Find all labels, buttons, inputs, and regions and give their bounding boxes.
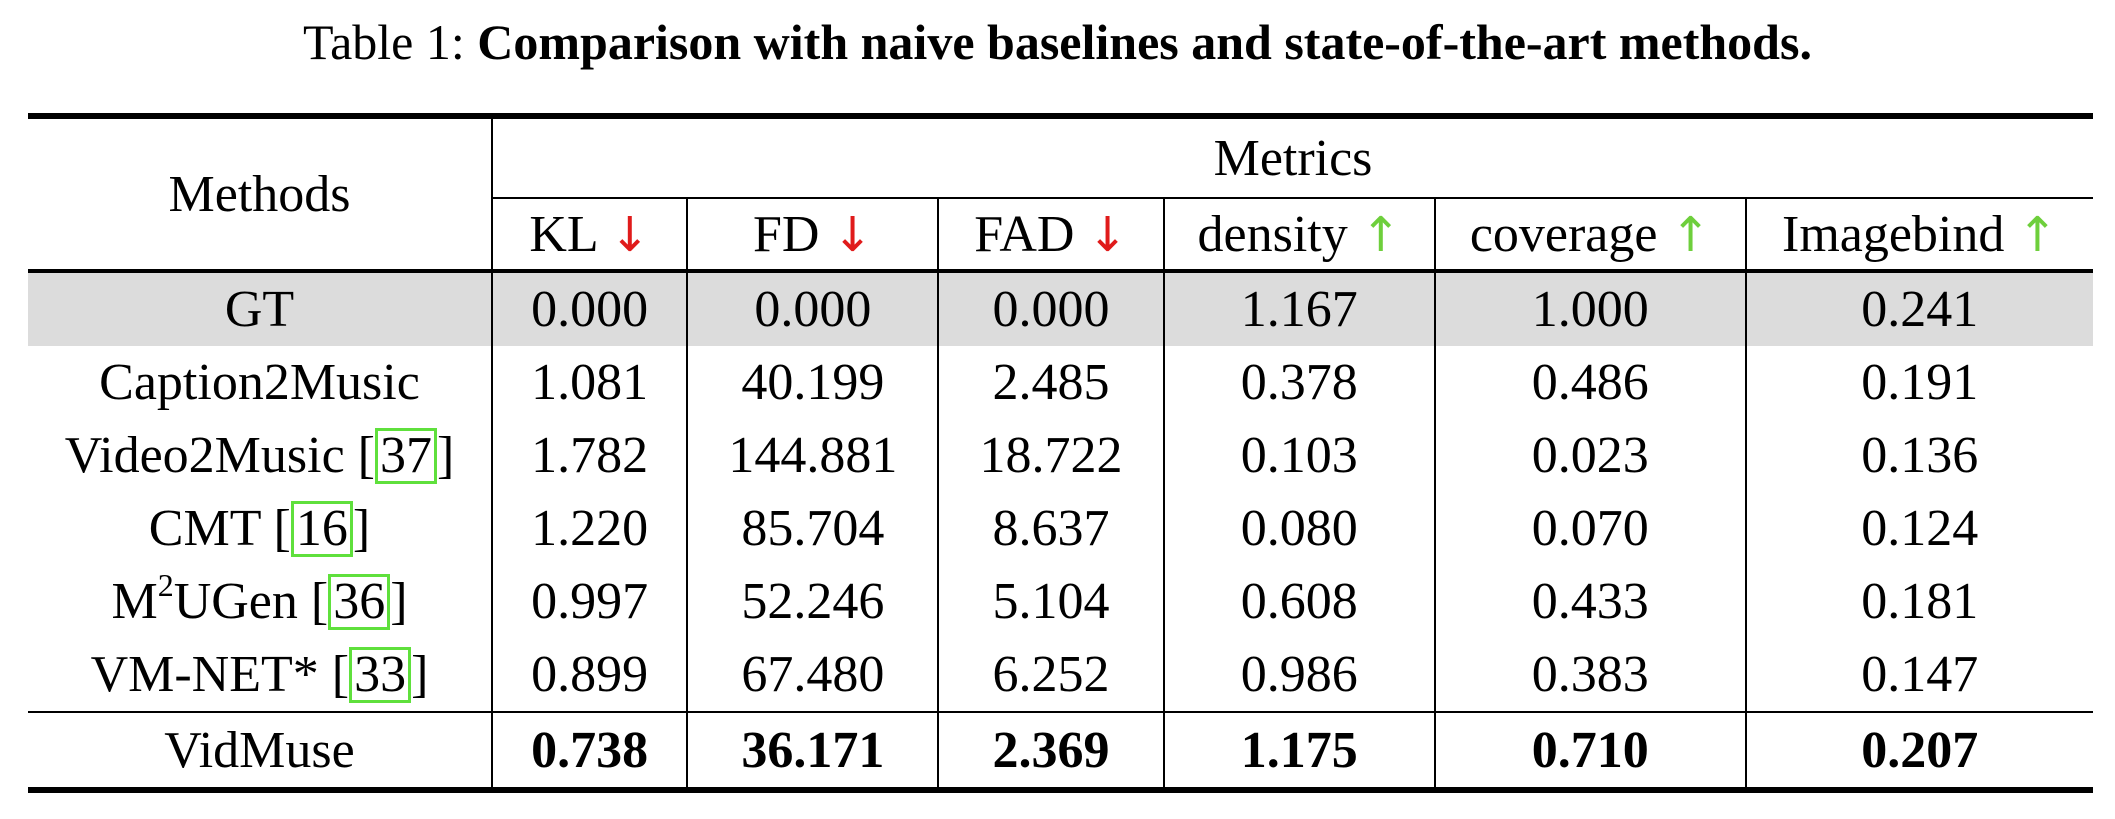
value-cell: 1.000 xyxy=(1435,271,1746,346)
value-cell: 40.199 xyxy=(687,346,938,419)
value-cell: 1.081 xyxy=(492,346,687,419)
arrow-down-icon: ↓ xyxy=(1087,206,1128,263)
method-name: Caption2Music xyxy=(99,354,420,411)
method-cell xyxy=(28,271,492,346)
value-cell: 0.378 xyxy=(1164,346,1435,419)
citation-link[interactable]: 36 xyxy=(328,574,390,630)
value-cell: 8.637 xyxy=(938,492,1163,565)
value-cell: 0.000 xyxy=(938,271,1163,346)
value-cell: 0.738 xyxy=(492,712,687,790)
table-row xyxy=(28,271,2093,346)
metric-header-density xyxy=(1164,198,1435,271)
value-cell: 0.191 xyxy=(1861,354,1979,411)
value-cell: 1.167 xyxy=(1164,271,1435,346)
value-cell: 0.486 xyxy=(1435,346,1746,419)
metric-name: density xyxy=(1197,205,1348,263)
method-name: Video2Music xyxy=(64,427,345,484)
table-row xyxy=(28,565,2093,638)
value-cell: 0.710 xyxy=(1435,712,1746,790)
value-cell: 52.246 xyxy=(687,565,938,638)
value-cell: 1.175 xyxy=(1164,712,1435,790)
metric-name: coverage xyxy=(1469,205,1658,263)
value-cell: 2.369 xyxy=(938,712,1163,790)
method-cell: $M^2UGen$ [36] xyxy=(28,565,492,638)
method-name: VM-NET* xyxy=(90,646,319,703)
methods-header: Methods xyxy=(28,116,492,271)
method-cell: CMT [16] xyxy=(28,492,492,565)
table-row xyxy=(28,419,2093,492)
method-cell: Video2Music [37] xyxy=(28,419,492,492)
method-name: $M^2UGen$ xyxy=(111,567,298,630)
results-table xyxy=(28,113,2093,793)
citation-link[interactable]: 33 xyxy=(349,647,411,703)
arrow-up-icon: ↑ xyxy=(1670,206,1711,263)
value-cell: 0.103 xyxy=(1164,419,1435,492)
value-cell: 0.608 xyxy=(1164,565,1435,638)
value-cell: 6.252 xyxy=(938,638,1163,712)
table-row-ours xyxy=(28,712,2093,790)
value-cell: 0.433 xyxy=(1435,565,1746,638)
arrow-up-icon: ↑ xyxy=(2017,206,2058,263)
method-name: GT xyxy=(224,281,295,338)
metric-header-imagebind xyxy=(1746,198,2093,271)
value-cell: 0.147 xyxy=(1861,646,1979,703)
value-cell: 1.782 xyxy=(492,419,687,492)
metric-name: FAD xyxy=(974,205,1075,263)
value-cell: 0.997 xyxy=(492,565,687,638)
caption-label: Table 1: xyxy=(303,14,465,70)
arrow-down-icon: ↓ xyxy=(609,206,650,263)
metric-name: KL xyxy=(529,205,597,263)
value-cell: 85.704 xyxy=(687,492,938,565)
metrics-group-header: Metrics xyxy=(492,116,2093,198)
metric-header-coverage xyxy=(1435,198,1746,271)
value-cell: 0.181 xyxy=(1861,573,1979,630)
table-row xyxy=(28,638,2093,712)
method-cell: VM-NET* [33] xyxy=(28,638,492,712)
citation-link[interactable]: 16 xyxy=(291,501,353,557)
value-cell: 2.485 xyxy=(938,346,1163,419)
value-cell: 0.124 xyxy=(1861,500,1979,557)
value-cell: 18.722 xyxy=(938,419,1163,492)
metric-name: FD xyxy=(753,205,820,263)
value-cell: 67.480 xyxy=(687,638,938,712)
metric-name: Imagebind xyxy=(1782,205,2005,263)
metric-header-fad xyxy=(938,198,1163,271)
metric-header-fd xyxy=(687,198,938,271)
method-cell xyxy=(28,346,492,419)
arrow-up-icon: ↑ xyxy=(1360,206,1401,263)
value-cell: 0.023 xyxy=(1435,419,1746,492)
value-cell: 144.881 xyxy=(687,419,938,492)
arrow-down-icon: ↓ xyxy=(832,206,873,263)
citation-link[interactable]: 37 xyxy=(375,428,437,484)
value-cell: 0.070 xyxy=(1435,492,1746,565)
table-row xyxy=(28,492,2093,565)
value-cell: 1.220 xyxy=(492,492,687,565)
value-cell: 0.000 xyxy=(687,271,938,346)
value-cell: 0.136 xyxy=(1861,427,1979,484)
value-cell: 0.986 xyxy=(1164,638,1435,712)
metric-header-kl xyxy=(492,198,687,271)
value-cell: 0.207 xyxy=(1746,712,2093,790)
value-cell: 0.383 xyxy=(1435,638,1746,712)
value-cell: 0.080 xyxy=(1164,492,1435,565)
value-cell: 5.104 xyxy=(938,565,1163,638)
table-row xyxy=(28,346,2093,419)
value-cell: 0.241 xyxy=(1746,271,2093,346)
method-cell xyxy=(28,712,492,790)
value-cell: 0.899 xyxy=(492,638,687,712)
method-name: CMT xyxy=(148,500,261,557)
value-cell: 36.171 xyxy=(687,712,938,790)
value-cell: 0.000 xyxy=(492,271,687,346)
caption-title: Comparison with naive baselines and state-of-the-art methods. xyxy=(477,14,1812,70)
table-caption xyxy=(0,10,2115,74)
method-name: VidMuse xyxy=(164,721,355,779)
